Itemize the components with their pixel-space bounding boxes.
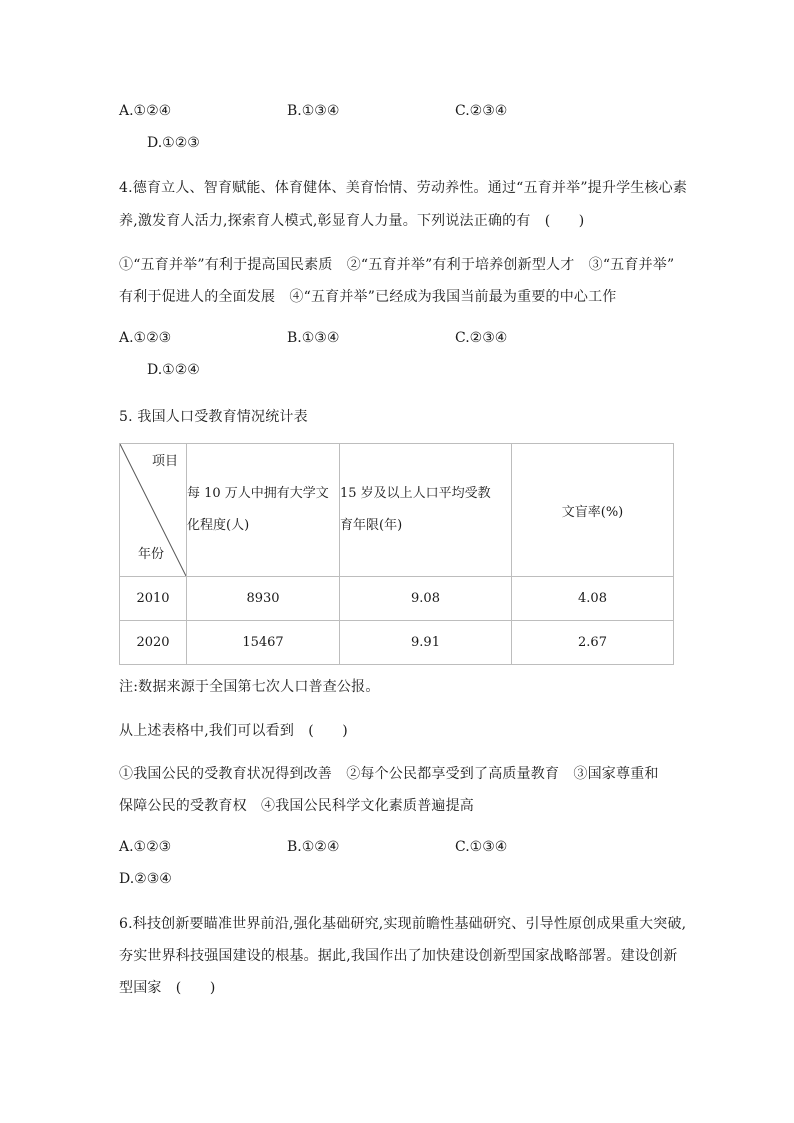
table-row	[120, 577, 674, 621]
q4-option-d: D.①②④	[147, 362, 200, 378]
table-cell: 2.67	[512, 621, 674, 665]
q4-stem-line-1: 4.德育立人、智育赋能、体育健体、美育怡情、劳动养性。通过“五育并举”提升学生核心素	[119, 180, 688, 196]
q5-option-a: A.①②③	[119, 839, 172, 855]
corner-label-item: 项目	[151, 454, 178, 469]
table-cell: 9.08	[340, 577, 512, 621]
table-cell: 8930	[187, 577, 340, 621]
education-stat-table	[119, 443, 674, 665]
q6-line-1: 6.科技创新要瞄准世界前沿,强化基础研究,实现前瞻性基础研究、引导性原创成果重大突破,	[119, 916, 687, 932]
q4-items-line-2: 有利于促进人的全面发展 ④“五育并举”已经成为我国当前最为重要的中心工作	[119, 289, 617, 305]
table-cell: 15467	[187, 621, 340, 665]
q6-line-2: 夯实世界科技强国建设的根基。据此,我国作出了加快建设创新型国家战略部署。建设创新	[119, 948, 678, 964]
q5-items-line-2: 保障公民的受教育权 ④我国公民科学文化素质普遍提高	[119, 798, 474, 814]
table-row	[120, 621, 674, 665]
table-corner-cell	[120, 444, 187, 577]
q6-line-3: 型国家 ( )	[119, 980, 216, 996]
q5-note: 注:数据来源于全国第七次人口普查公报。	[119, 679, 380, 695]
q3-option-d: D.①②③	[147, 135, 200, 151]
q4-option-c: C.②③④	[455, 330, 508, 346]
q3-option-b: B.①③④	[287, 103, 340, 119]
q5-stem: 从上述表格中,我们可以看到 ( )	[119, 723, 348, 739]
q5-title: 5. 我国人口受教育情况统计表	[119, 409, 308, 425]
table-cell-year: 2020	[120, 621, 187, 665]
corner-label-year: 年份	[138, 547, 165, 562]
q4-option-a: A.①②③	[119, 330, 172, 346]
table-cell: 4.08	[512, 577, 674, 621]
q4-stem-line-2: 养,激发育人活力,探索育人模式,彰显育人力量。下列说法正确的有 ( )	[119, 213, 585, 229]
q5-option-b: B.①②④	[287, 839, 340, 855]
table-header-row	[120, 444, 674, 577]
q5-items-line-1: ①我国公民的受教育状况得到改善 ②每个公民都享受到了高质量教育 ③国家尊重和	[119, 766, 659, 782]
q4-items-line-1: ①“五育并举”有利于提高国民素质 ②“五育并举”有利于培养创新型人才 ③“五育并举”	[119, 257, 675, 273]
table-header-cell: 15 岁及以上人口平均受教 育年限(年)	[340, 444, 512, 577]
q3-option-c: C.②③④	[455, 103, 508, 119]
q3-option-a: A.①②④	[119, 103, 172, 119]
table-cell: 9.91	[340, 621, 512, 665]
q4-option-b: B.①③④	[287, 330, 340, 346]
q5-option-c: C.①③④	[455, 839, 508, 855]
table-cell-year: 2010	[120, 577, 187, 621]
table-header-cell: 文盲率(%)	[512, 444, 674, 577]
q5-option-d: D.②③④	[119, 871, 172, 887]
table-header-cell: 每 10 万人中拥有大学文 化程度(人)	[187, 444, 340, 577]
